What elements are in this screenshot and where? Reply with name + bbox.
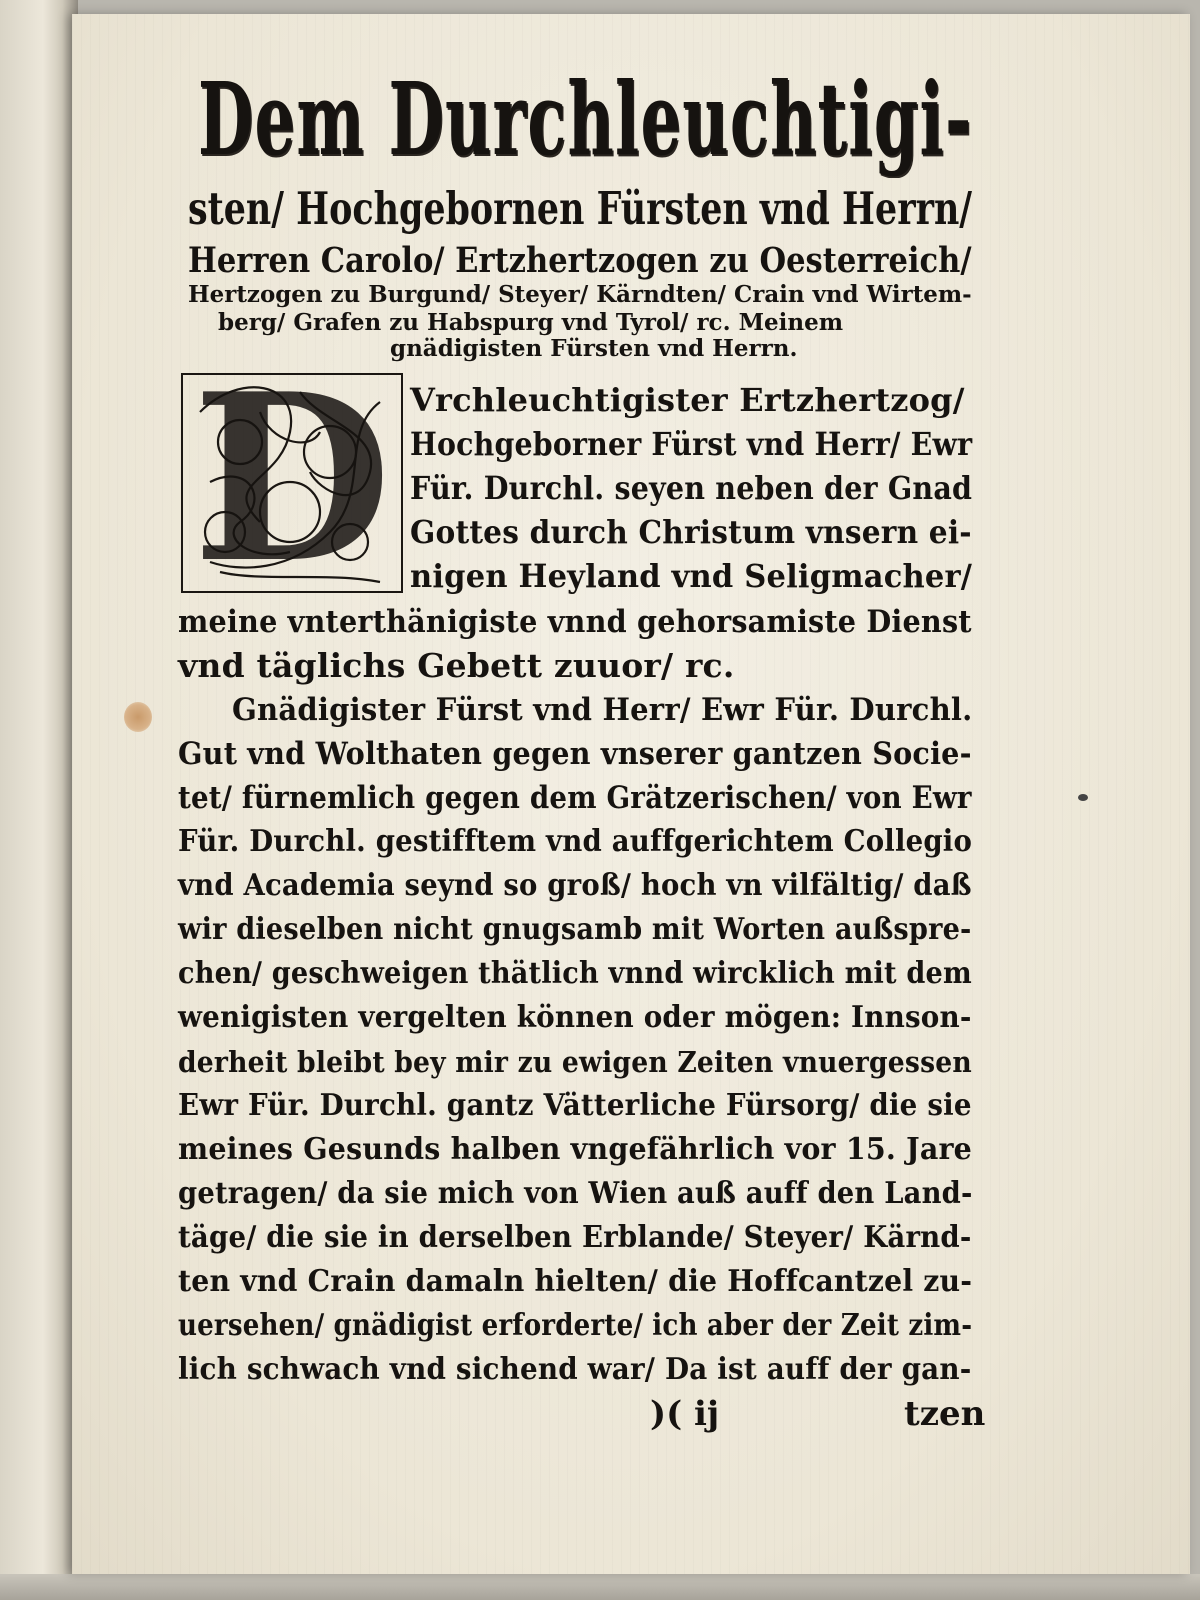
body-line-17: Ewr Für. Durchl. gantz Vätterliche Fürsorg/ die sie — [178, 1088, 972, 1123]
body-line-8: Gnädigister Fürst vnd Herr/ Ewr Für. Durchl. — [232, 692, 973, 728]
ink-speck — [1078, 794, 1088, 801]
title-line-3: Herren Carolo/ Ertzhertzogen zu Oesterreich/ — [188, 240, 972, 281]
decorated-initial — [180, 344, 404, 614]
body-line-22: uersehen/ gnädigist erforderte/ ich aber der Zeit zim- — [178, 1308, 973, 1343]
paper-stain — [124, 702, 152, 732]
body-line-12: vnd Academia seynd so groß/ hoch vn vilfältig/ daß — [178, 868, 972, 903]
body-line-11: Für. Durchl. gestifftem vnd auffgerichtem Collegio — [178, 824, 973, 859]
title-line-6: gnädigisten Fürsten vnd Herrn. — [390, 335, 798, 362]
signature-mark: )( ij — [650, 1394, 720, 1434]
body-line-16: derheit bleibt bey mir zu ewigen Zeiten vnuergessen — [178, 1045, 972, 1079]
body-line-7: vnd täglichs Gebett zuuor/ rc. — [178, 646, 735, 685]
body-line-3: Für. Durchl. seyen neben der Gnad — [410, 469, 973, 507]
body-line-23: lich schwach vnd sichend war/ Da ist auff der gan- — [178, 1352, 972, 1387]
body-line-15: wenigisten vergelten können oder mögen: Innson- — [178, 1000, 972, 1035]
body-line-19: getragen/ da sie mich von Wien auß auff den Land- — [178, 1176, 973, 1211]
title-line-4: Hertzogen zu Burgund/ Steyer/ Kärndten/ Crain vnd Wirtem- — [188, 281, 972, 308]
page-stack-edge — [0, 1574, 1200, 1600]
body-line-4: Gottes durch Christum vnsern ei- — [410, 513, 972, 551]
body-line-5: nigen Heyland vnd Seligmacher/ — [410, 557, 973, 595]
catchword: tzen — [904, 1394, 986, 1434]
book-edge — [0, 0, 78, 1600]
body-line-9: Gut vnd Wolthaten gegen vnserer gantzen Socie- — [178, 736, 972, 772]
body-line-18: meines Gesunds halben vngefährlich vor 15. Jare — [178, 1132, 973, 1167]
body-line-13: wir dieselben nicht gnugsamb mit Worten außspre- — [178, 912, 972, 947]
body-line-10: tet/ fürnemlich gegen dem Grätzerischen/ von Ewr — [178, 780, 972, 816]
body-line-21: ten vnd Crain damaln hielten/ die Hoffcantzel zu- — [178, 1264, 973, 1299]
body-line-2: Hochgeborner Fürst vnd Herr/ Ewr — [410, 425, 973, 463]
body-line-14: chen/ geschweigen thätlich vnnd wircklich mit dem — [178, 956, 972, 991]
body-line-1: Vrchleuchtigister Ertzhertzog/ — [410, 381, 965, 419]
body-line-20: täge/ die sie in derselben Erblande/ Steyer/ Kärnd- — [178, 1220, 972, 1255]
initial-letter: D — [192, 344, 392, 614]
title-line-1: Dem Durchleuchtigi- — [198, 60, 973, 178]
body-line-6: meine vnterthänigiste vnnd gehorsamiste Dienst — [178, 604, 972, 640]
title-line-2: sten/ Hochgebornen Fürsten vnd Herrn/ — [188, 182, 973, 235]
title-line-5: berg/ Grafen zu Habspurg vnd Tyrol/ rc. Meinem — [218, 309, 844, 336]
